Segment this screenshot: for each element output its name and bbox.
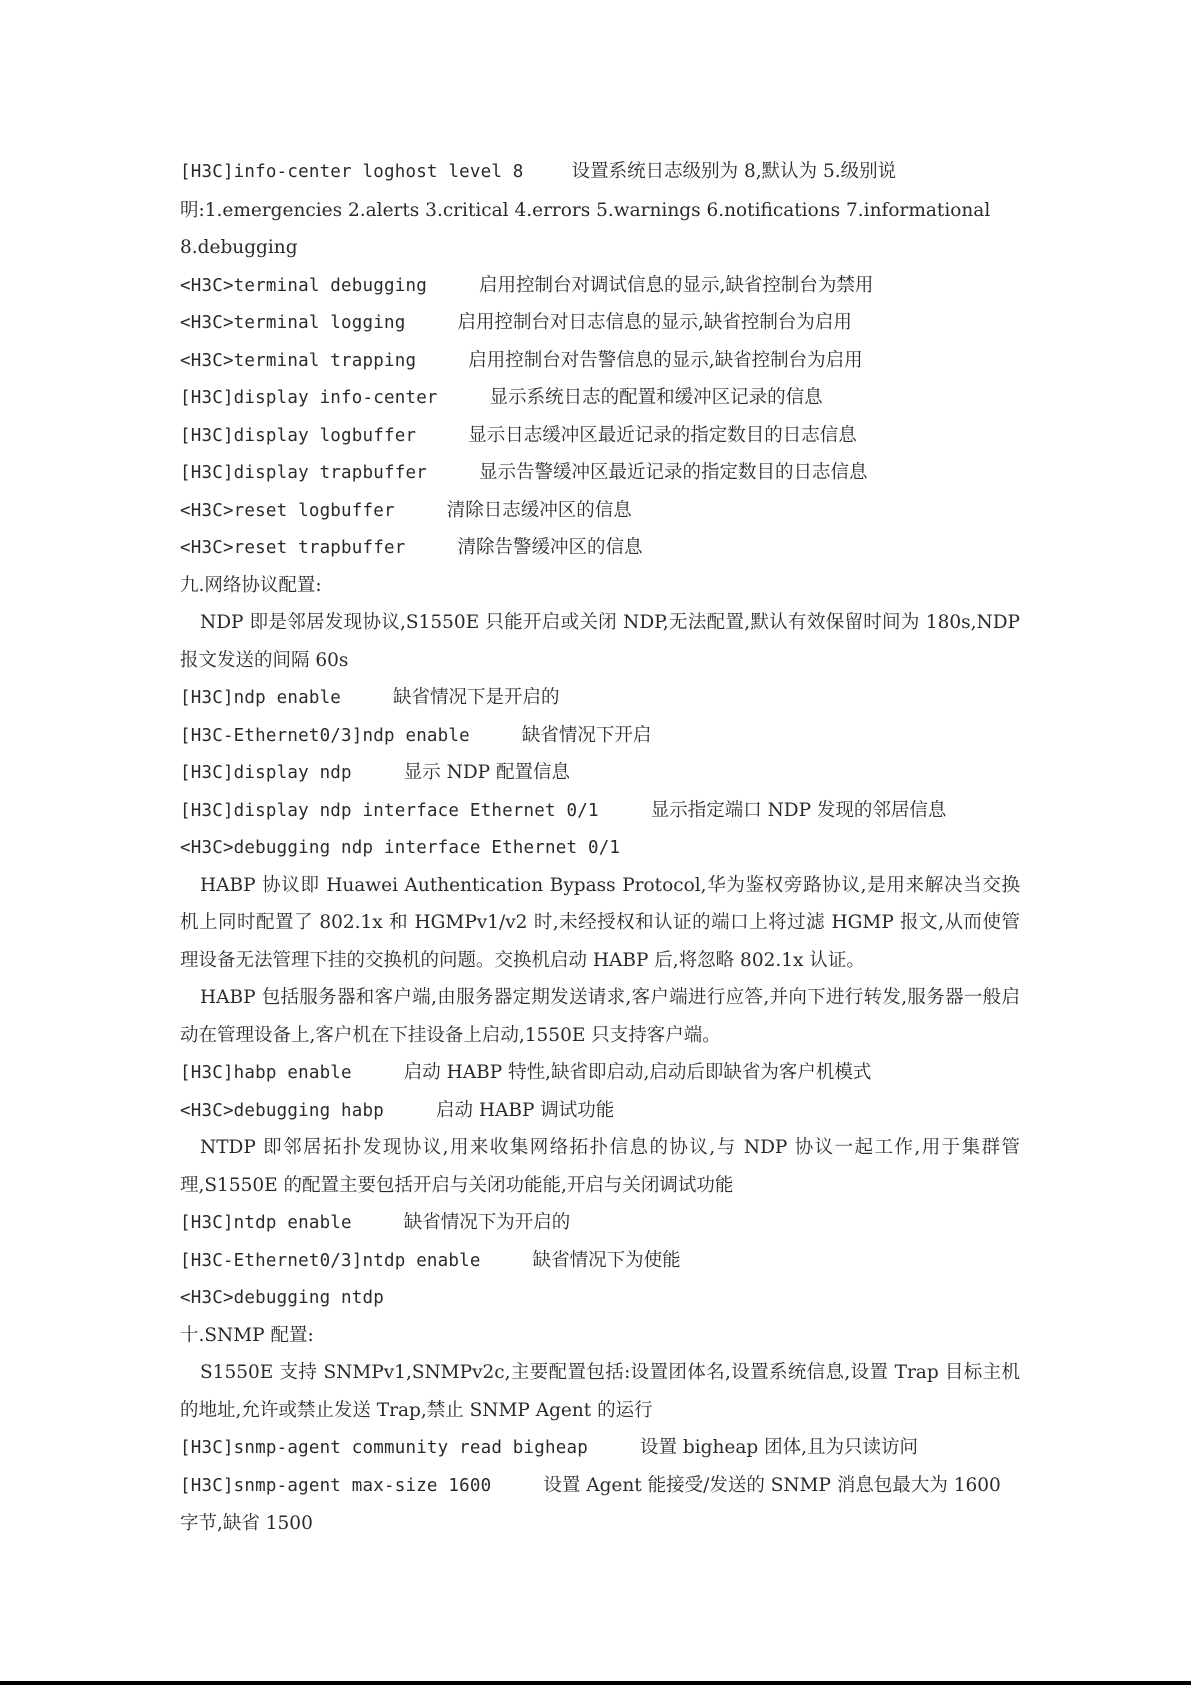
- habp-detail-paragraph: HABP 包括服务器和客户端,由服务器定期发送请求,客户端进行应答,并向下进行转发,服务器一般启动在管理设备上,客户机在下挂设备上启动,1550E 只支持客户端。: [180, 987, 1020, 1046]
- section-heading: 九.网络协议配置:: [180, 574, 322, 596]
- habp-intro-paragraph: HABP 协议即 Huawei Authentication Bypass Protocol,华为鉴权旁路协议,是用来解决当交换机上同时配置了 802.1x 和 HGMPv1/v2 时,未经授权和认证的端口上将过滤 HGMP 报文,从而使管理设备无法管理下挂的交换机的问题。交换机启动 HABP 后,将忽略 802.1x 认证。: [180, 874, 1020, 971]
- command-description: 缺省情况下开启: [521, 724, 652, 746]
- command-text: <H3C>terminal debugging: [180, 275, 427, 296]
- command-entry: [180, 829, 1020, 867]
- command-entry: [180, 417, 1020, 455]
- command-description: 清除日志缓冲区的信息: [446, 499, 632, 521]
- command-description: 启动 HABP 调试功能: [435, 1099, 615, 1121]
- loghost-command-entry: [180, 153, 1020, 267]
- command-text: <H3C>terminal logging: [180, 313, 406, 333]
- command-text: <H3C>debugging habp: [180, 1100, 384, 1121]
- command-text: <H3C>terminal trapping: [180, 350, 417, 371]
- command-text: <H3C>debugging ndp interface Ethernet 0/1: [180, 838, 621, 858]
- command-text: [H3C]snmp-agent community read bigheap: [180, 1438, 588, 1458]
- command-description: 设置系统日志级别为 8,默认为 5.级别说明:1.emergencies 2.alerts 3.critical 4.errors 5.warnings 6.notifications 7.informational 8.debugging: [180, 161, 991, 258]
- command-entry: [180, 717, 1020, 755]
- command-text: [H3C]display info-center: [180, 388, 438, 408]
- command-entry: [180, 1429, 1020, 1467]
- command-text: [H3C]snmp-agent max-size 1600: [180, 1475, 492, 1496]
- ntdp-intro-paragraph: NTDP 即邻居拓扑发现协议,用来收集网络拓扑信息的协议,与 NDP 协议一起工作,用于集群管理,S1550E 的配置主要包括开启与关闭功能能,开启与关闭调试功能: [180, 1137, 1020, 1196]
- command-entry: [180, 754, 1020, 792]
- command-entry: [180, 454, 1020, 492]
- command-entry: [180, 1204, 1020, 1242]
- command-entry: [180, 1054, 1020, 1092]
- command-text: [H3C]display trapbuffer: [180, 463, 427, 483]
- section-heading: 十.SNMP 配置:: [180, 1324, 314, 1346]
- habp-command-list: [180, 1054, 1020, 1129]
- command-text: [H3C]display ndp interface Ethernet 0/1: [180, 800, 599, 821]
- command-description: 启用控制台对告警信息的显示,缺省控制台为启用: [468, 349, 863, 371]
- ndp-intro-paragraph: NDP 即是邻居发现协议,S1550E 只能开启或关闭 NDP,无法配置,默认有效保留时间为 180s,NDP 报文发送的间隔 60s: [180, 612, 1020, 671]
- command-description: 显示指定端口 NDP 发现的邻居信息: [650, 799, 947, 821]
- command-text: [H3C-Ethernet0/3]ntdp enable: [180, 1250, 481, 1271]
- command-description: 显示系统日志的配置和缓冲区记录的信息: [489, 387, 823, 408]
- command-text: <H3C>debugging ntdp: [180, 1288, 384, 1308]
- command-entry: [180, 492, 1020, 530]
- command-description: 启用控制台对调试信息的显示,缺省控制台为禁用: [478, 274, 874, 296]
- command-description: 设置 bigheap 团体,且为只读访问: [639, 1437, 918, 1458]
- command-entry: [180, 1092, 1020, 1130]
- command-text: [H3C-Ethernet0/3]ndp enable: [180, 725, 470, 746]
- command-description: 启动 HABP 特性,缺省即启动,启动后即缺省为客户机模式: [403, 1062, 872, 1083]
- command-description: 启用控制台对日志信息的显示,缺省控制台为启用: [457, 312, 852, 333]
- command-text: <H3C>reset trapbuffer: [180, 538, 406, 558]
- ntdp-command-list: [180, 1204, 1020, 1317]
- command-description: 缺省情况下为使能: [532, 1249, 681, 1271]
- command-entry: [180, 342, 1020, 380]
- command-description: 显示告警缓冲区最近记录的指定数目的日志信息: [478, 462, 868, 483]
- command-text: [H3C]display ndp: [180, 763, 352, 783]
- command-text: [H3C]info-center loghost level 8: [180, 162, 524, 182]
- command-entry: [180, 1279, 1020, 1317]
- snmp-intro-paragraph: S1550E 支持 SNMPv1,SNMPv2c,主要配置包括:设置团体名,设置系统信息,设置 Trap 目标主机的地址,允许或禁止发送 Trap,禁止 SNMP Agent 的运行: [180, 1362, 1020, 1421]
- command-description: 清除告警缓冲区的信息: [457, 537, 643, 558]
- command-text: [H3C]habp enable: [180, 1063, 352, 1083]
- ndp-command-list: [180, 679, 1020, 867]
- command-description: 设置 Agent 能接受/发送的 SNMP 消息包最大为 1600 字节,缺省 1500: [180, 1474, 1001, 1534]
- command-entry: [180, 267, 1020, 305]
- logging-command-list: [180, 267, 1020, 567]
- command-text: <H3C>reset logbuffer: [180, 500, 395, 521]
- command-description: 显示 NDP 配置信息: [403, 762, 571, 783]
- command-entry: [180, 379, 1020, 417]
- command-entry: [180, 679, 1020, 717]
- command-text: [H3C]ndp enable: [180, 688, 342, 708]
- command-description: 显示日志缓冲区最近记录的指定数目的日志信息: [468, 424, 857, 446]
- snmp-command-list: [180, 1429, 1020, 1543]
- command-entry: [180, 529, 1020, 567]
- command-entry: [180, 1467, 1020, 1543]
- document-page: [180, 153, 1020, 1543]
- command-text: [H3C]display logbuffer: [180, 425, 417, 446]
- page-bottom-rule: [0, 1681, 1191, 1685]
- command-entry: [180, 792, 1020, 830]
- command-description: 缺省情况下为开启的: [403, 1212, 571, 1233]
- command-entry: [180, 304, 1020, 342]
- command-entry: [180, 1242, 1020, 1280]
- command-description: 缺省情况下是开启的: [393, 687, 560, 708]
- command-text: [H3C]ntdp enable: [180, 1213, 352, 1233]
